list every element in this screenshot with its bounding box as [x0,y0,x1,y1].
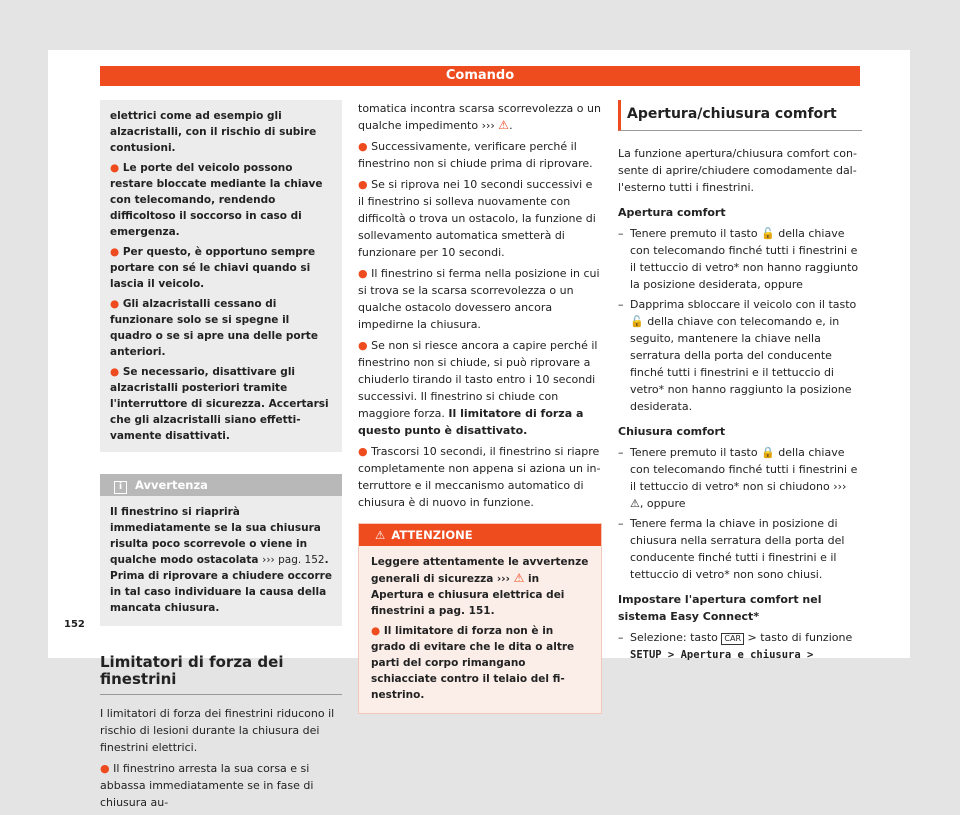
bullet-icon: ● [358,267,368,280]
car-key-icon: CAR [721,633,744,645]
bullet-icon: ● [358,445,368,458]
subheading-close: Chiusura comfort [618,425,726,438]
column-3 [618,100,862,667]
bullet-icon: ● [110,366,120,378]
bullet-icon: ● [358,339,368,352]
note-header: i Avvertenza [100,474,342,496]
info-icon: i [114,481,127,494]
column-2: tomatica incontra scarsa scorrevolezza o un qualche impedimento ››› ⚠. ● Successivamente, verificare perché il finestrino non si chiude prima di riprovare. ● Se si riprova nei 10 secondi successivi e il finestrino si solleva nuovamente con difficoltà o trova un ostacolo, la funzione di sollevamento automatica smetterà di funzionare per 10 secondi. ● Il finestrino si ferma nella posizione in cui si trova se la scarsa scorrevolezza o un qualche ostacolo dovessero ancora impedirne la chiusura. ● Se non si riesce ancora a capire perché il finestrino non si chiude, si può riprovare a chiuderlo tirando il tasto entro i 10 secondi successivi. Il finestrino si chiude con maggiore forza. Il limitatore di forza a questo punto è disattivato. ● Trascorsi 10 secondi, il finestrino si riapre completamente non appena si aziona un interruttore e il meccanismo automatico di chiusura è di nuovo in funzione. ⚠ ATTENZIONE Leggere attentamente le avvertenze generali di sicurezza ››› ⚠ in Apertura e chiusura elettrica dei finestrini a pag. 151. ● Il limitatore di forza non è in grado di evitare che le dita o altre parti del corpo rimangano schiacciate contro il telaio del finestrino. [358,100,602,714]
warning-triangle-icon: ⚠ [375,528,386,542]
subheading-open: Apertura comfort [618,206,726,219]
warning-triangle-icon: ⚠ [513,571,525,585]
attention-body: Leggere attentamente le avvertenze generali di sicurezza ››› ⚠ in Apertura e chiusura elettrica dei finestrini a pag. 151. ● Il limitatore di forza non è in grado di evitare che le dita o altre parti del corpo rimangano schiacciate contro il telaio del finestrino. [371,556,589,701]
bullet-icon: ● [100,762,110,775]
menu-path: SETUP > Apertura e chiusura > [630,649,814,661]
bullet-icon: ● [358,140,368,153]
note-box [100,474,342,626]
attention-box [358,523,602,714]
warning-continuation: elettrici come ad esempio gli alzacristalli, con il rischio di subire contusioni. ● Le porte del veicolo possono restare bloccate mediante la chiave con telecomando, rendendo difficoltoso il soccorso in caso di emergenza. ● Per questo, è opportuno sempre portare con sé le chiavi quando si lascia il veicolo. ● Gli alzacristalli cessano di funzionare solo se si spegne il quadro o se si apre una delle porte anteriori. ● Se necessario, disattivare gli alzacristalli posteriori tramite l'interruttore di sicurezza. Accertarsi che gli alzacristalli siano effettivamente disattivati. [100,100,342,452]
list-item: – Tenere ferma la chiave in posizione di chiusura nella serratura della porta del conducente finché tutti i finestrini e il tettuccio di vetro* non sono chiusi. [618,517,845,581]
bullet-icon: ● [110,162,120,174]
section-title: Limitatori di forza dei finestrini [100,654,342,695]
list-item: – Tenere premuto il tasto 🔓 della chiave con telecomando finché tutti i finestrini e il tettuccio di vetro* non hanno raggiunto la posizione desiderata, oppure [618,227,859,291]
paragraph: I limitatori di forza dei finestrini riducono il rischio di lesioni durante la chiusura dei finestrini elettrici. [100,707,335,754]
bullet-paragraph: ● Il finestrino arresta la sua corsa e si abbassa immediatamente se in fase di chiusura au- [100,762,314,809]
list-item: – Tenere premuto il tasto 🔒 della chiave con telecomando finché tutti i finestrini e il tettuccio di vetro* non si chiudono ››› ⚠, oppure [618,446,858,510]
list-item: – Dapprima sbloccare il veicolo con il tasto 🔓 della chiave con telecomando e, in seguito, mantenere la chiave nella serratura della porta del conducente finché tutti i finestrini e il tettuccio di vetro* non hanno raggiunto la posizione desiderata. [618,298,857,413]
intro-paragraph: La funzione apertura/chiusura comfort consente di aprire/chiudere comodamente dall'esterno tutti i finestrini. [618,147,857,194]
page-reference-link[interactable]: ››› pag. 152 [262,554,325,566]
bullet-icon: ● [110,246,120,258]
page-header: Comando [100,66,860,86]
section-title: Apertura/chiusura comfort [618,100,862,131]
page-number: 152 [64,619,85,630]
bullet-icon: ● [358,178,368,191]
bullet-icon: ● [110,298,120,310]
bullet-icon: ● [371,625,381,637]
warning-triangle-icon: ⚠ [498,118,510,132]
attention-header: ⚠ ATTENZIONE [359,524,601,546]
note-body: Il finestrino si riaprirà immediatamente se la sua chiusura risulta poco scorrevole o viene in qualche modo ostacolata ››› pag. 152. Prima di riprovare a chiudere occorre in tal caso individuare la causa della mancata chiusura. [110,506,332,614]
list-item: – Selezione: tasto CAR > tasto di funzione SETUP > Apertura e chiusura > [618,631,853,661]
subheading-setup: Impostare l'apertura comfort nel sistema Easy Connect* [618,593,822,623]
